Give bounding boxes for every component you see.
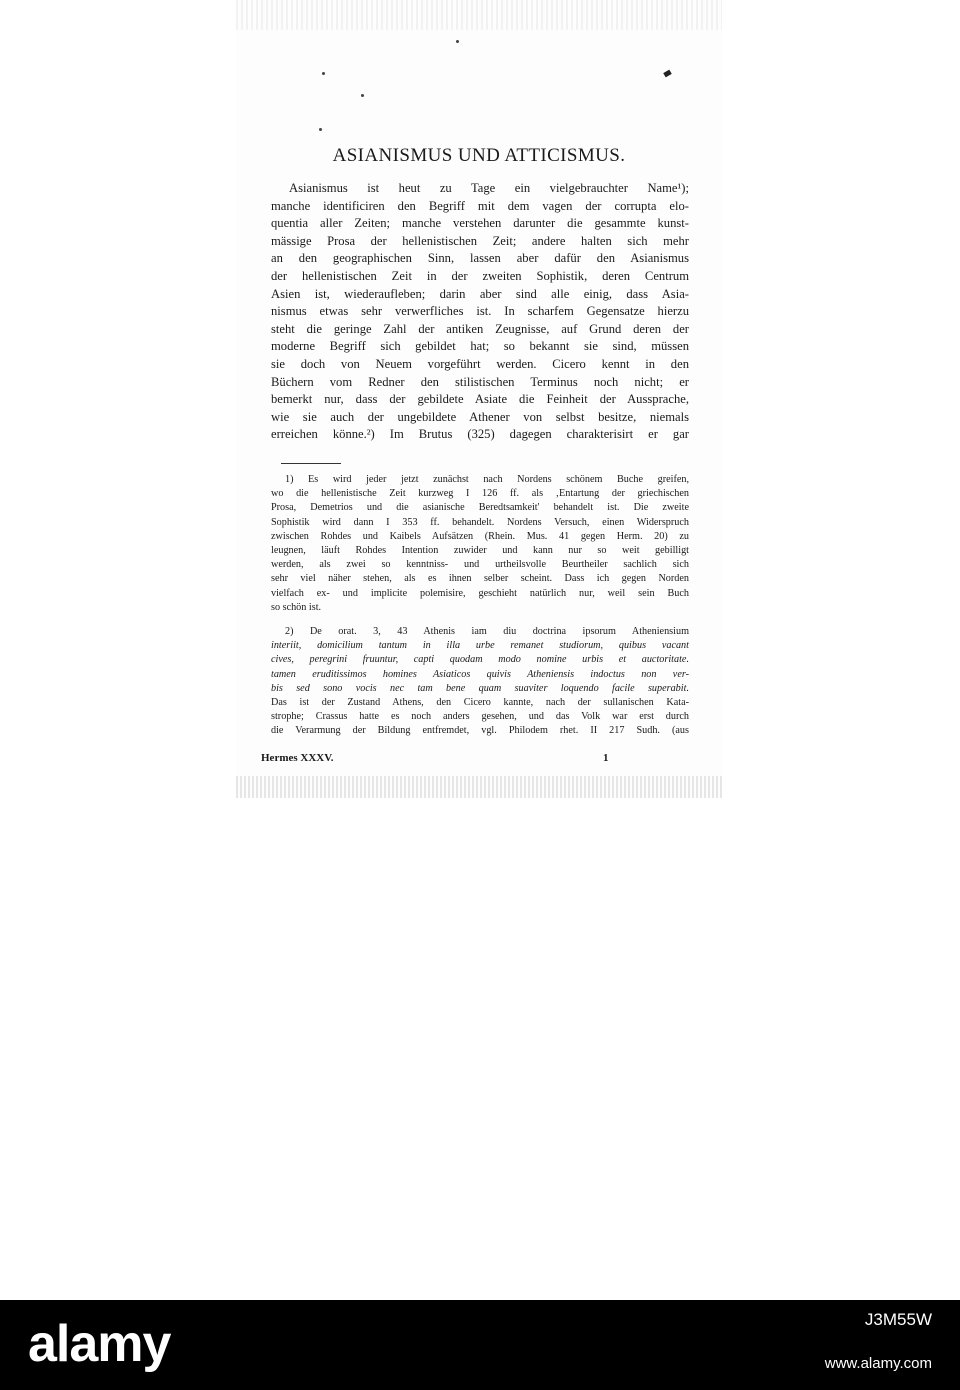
scanned-page [236,0,722,798]
ink-speck [361,94,364,97]
footnote-line: die Verarmung der Bildung entfremdet, vgl. Philodem rhet. II 217 Sudh. (aus [271,725,689,737]
article-body [271,180,689,444]
footnote-line: Sophistik wird dann I 353 ff. behandelt. Nordens Versuch, einen Widerspruch [271,516,689,528]
body-line: moderne Begriff sich gebildet hat; so bekannt sie sind, müssen [271,339,689,354]
ink-speck [322,72,325,75]
footnote-line: werden, als zwei so kenntniss- und urtheilsvolle Beurtheiler sachlich sich [271,559,689,571]
alamy-logo: alamy [28,1315,171,1373]
body-line: Büchern vom Redner den stilistischen Terminus noch nicht; er [271,374,689,389]
footnote-line: vielfach ex- und implicite polemisire, geschieht natürlich nur, weil sein Buch [271,587,689,599]
footnote-line: 1) Es wird jeder jetzt zunächst nach Nordens schönem Buche greifen, [285,474,689,485]
footnote-line: Prosa, Demetrios und die asianische Beredtsamkeit' behandelt ist. Die zweite [271,502,689,514]
body-line: manche identificiren den Begriff mit dem vagen der corrupta elo- [271,198,689,213]
body-line: sie doch von Neuem vorgeführt werden. Cicero kennt in den [271,356,689,371]
footnote-line: sehr viel näher stehen, als es ihnen selber scheint. Dass ich gegen Norden [271,573,689,585]
body-line: wie sie auch der ungebildete Athener von selbst besitze, niemals [271,409,689,424]
footnote-2 [271,625,689,739]
watermark-url: www.alamy.com [824,1355,932,1372]
body-line: quentia aller Zeiten; manche verstehen darunter die gesammte kunst- [271,216,689,231]
footnote-line: strophe; Crassus hatte es noch anders gesehen, und das Volk war erst durch [271,711,689,723]
footnote-line: 2) De orat. 3, 43 Athenis iam diu doctrina ipsorum Atheniensium [285,626,689,637]
ink-mark [663,70,672,78]
page-number: 1 [603,752,609,764]
printer-signature: Hermes XXXV. [261,752,334,764]
body-line: erreichen könne.²) Im Brutus (325) dagegen charakterisirt er gar [271,427,689,442]
footnote-line: so schön ist. [271,601,322,613]
body-line: mässige Prosa der hellenistischen Zeit; andere halten sich mehr [271,233,689,248]
footnote-line: Das ist der Zustand Athens, den Cicero kannte, nach der sullanischen Kata- [271,697,689,709]
body-line: an den geographischen Sinn, lassen aber dafür den Asianismus [271,251,689,266]
footnote-line: zwischen Rohdes und Kaibels Aufsätzen (Rhein. Mus. 41 gegen Herm. 20) zu [271,530,689,542]
footnote-line: wo die hellenistische Zeit kurzweg I 126 ff. als ‚Entartung der griechischen [271,488,689,500]
footnote-1 [271,473,689,615]
body-line: Asien ist, wiederaufleben; darin aber sind alle einig, dass Asia- [271,286,689,301]
footnote-line: leugnen, läuft Rohdes Intention zuwider und kann nur so weit gebilligt [271,545,689,557]
article-title: ASIANISMUS UND ATTICISMUS. [332,145,626,166]
watermark-bar [0,1300,960,1390]
body-line: bemerkt nur, dass der gebildete Asiate die Feinheit der Aussprache, [271,392,689,407]
footnote-divider [281,463,341,464]
body-line: nismus etwas sehr verwerfliches ist. In scharfem Gegensatze hierzu [271,304,689,319]
footnote-line: tamen eruditissimos homines Asiaticos quivis Atheniensis indoctus non ver- [271,668,689,680]
ink-speck [456,40,459,43]
ink-speck [319,128,322,131]
footnote-line: bis sed sono vocis nec tam bene quam suaviter loquendo facile superabit. [271,682,689,694]
body-line: steht die geringe Zahl der antiken Zeugnisse, auf Grund deren der [271,321,689,336]
footnote-line: cives, peregrini fruuntur, capti quodam modo nomine urbis et auctoritate. [271,654,689,666]
body-line: der hellenistischen Zeit in der zweiten Sophistik, deren Centrum [271,268,689,283]
body-line: Asianismus ist heut zu Tage ein vielgebrauchter Name¹); [289,181,689,195]
image-id: J3M55W [864,1310,932,1329]
footnote-line: interiit, domicilium tantum in illa urbe remanet studiorum, quibus vacant [271,640,689,652]
